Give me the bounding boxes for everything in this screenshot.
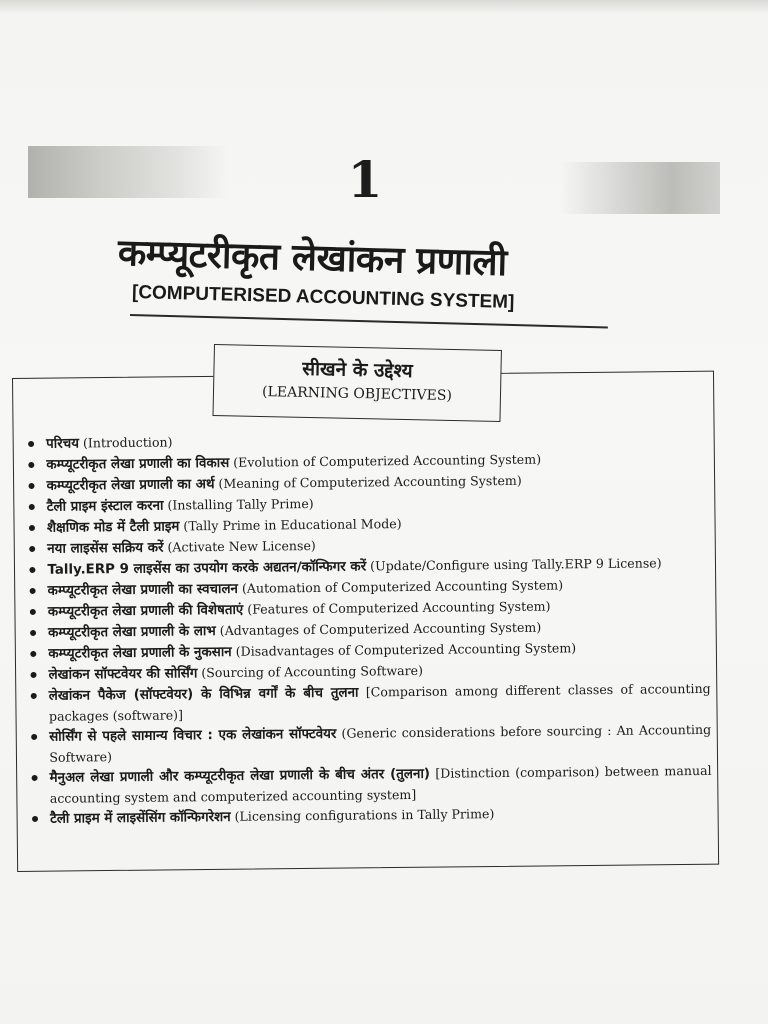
list-item: कम्प्यूटरीकृत लेखा प्रणाली का अर्थ (Meaning of Computerized Accounting System) [28,469,708,497]
list-item: कम्प्यूटरीकृत लेखा प्रणाली के लाभ (Advantages of Computerized Accounting System) [30,616,710,644]
bullet-icon [30,588,36,594]
objectives-heading-box [212,344,501,422]
title-underline [130,314,608,329]
list-item: Tally.ERP 9 लाइसेंस का उपयोग करके अद्यतन/कॉन्फिगर करें (Update/Configure using Tally.ERP 9 License) [29,553,709,581]
bullet-icon [31,693,37,699]
bullet-icon [29,504,35,510]
list-item: नया लाइसेंस सक्रिय करें (Activate New License) [29,532,709,560]
list-item: कम्प्यूटरीकृत लेखा प्रणाली की विशेषताएं (Features of Computerized Accounting System) [30,595,710,623]
bullet-icon [30,630,36,636]
list-item: सोर्सिंग से पहले सामान्य विचार : एक लेखांकन सॉफ्टवेयर (Generic considerations before sourcing : An Accounting Software) [31,720,711,768]
list-item: कम्प्यूटरीकृत लेखा प्रणाली का विकास (Evolution of Computerized Accounting System) [28,448,708,476]
bullet-icon [32,816,38,822]
list-item: टैली प्राइम में लाइसेंसिंग कॉन्फिगरेशन (Licensing configurations in Tally Prime) [32,802,712,830]
bullet-icon [30,651,36,657]
chapter-band-left [28,146,228,198]
chapter-title-english: [COMPUTERISED ACCOUNTING SYSTEM] [131,282,515,314]
bullet-icon [32,775,38,781]
bullet-icon [29,525,35,531]
bullet-icon [30,609,36,615]
objectives-heading-english: (LEARNING OBJECTIVES) [261,384,453,404]
page-top-shadow [0,0,768,14]
list-item: लेखांकन सॉफ्टवेयर की सोर्सिंग (Sourcing of Accounting Software) [30,658,710,686]
list-item: मैनुअल लेखा प्रणाली और कम्प्यूटरीकृत लेखा प्रणाली के बीच अंतर (तुलना) [Distinction (comparison) between manual accounting system and computerized accounting system] [31,761,711,809]
list-item: परिचय (Introduction) [28,427,708,455]
objectives-list [28,427,712,830]
chapter-number: 1 [347,150,383,209]
bullet-icon [28,441,34,447]
bullet-icon [29,546,35,552]
list-item: टैली प्राइम इंस्टाल करना (Installing Tally Prime) [29,490,709,518]
list-item: कम्प्यूटरीकृत लेखा प्रणाली के नुकसान (Disadvantages of Computerized Accounting System) [30,637,710,665]
objectives-heading-hindi: सीखने के उद्देश्य [302,357,413,383]
bullet-icon [29,567,35,573]
bullet-icon [29,483,35,489]
list-item: कम्प्यूटरीकृत लेखा प्रणाली का स्वचालन (Automation of Computerized Accounting System) [30,574,710,602]
list-item: लेखांकन पैकेज (सॉफ्टवेयर) के विभिन्न वर्गों के बीच तुलना [Comparison among different classes of accounting packages (software)] [31,679,711,727]
chapter-title-hindi: कम्प्यूटरीकृत लेखांकन प्रणाली [117,231,508,285]
bullet-icon [28,462,34,468]
list-item: शैक्षणिक मोड में टैली प्राइम (Tally Prime in Educational Mode) [29,511,709,539]
bullet-icon [30,672,36,678]
chapter-band-right [560,162,720,214]
bullet-icon [31,734,37,740]
